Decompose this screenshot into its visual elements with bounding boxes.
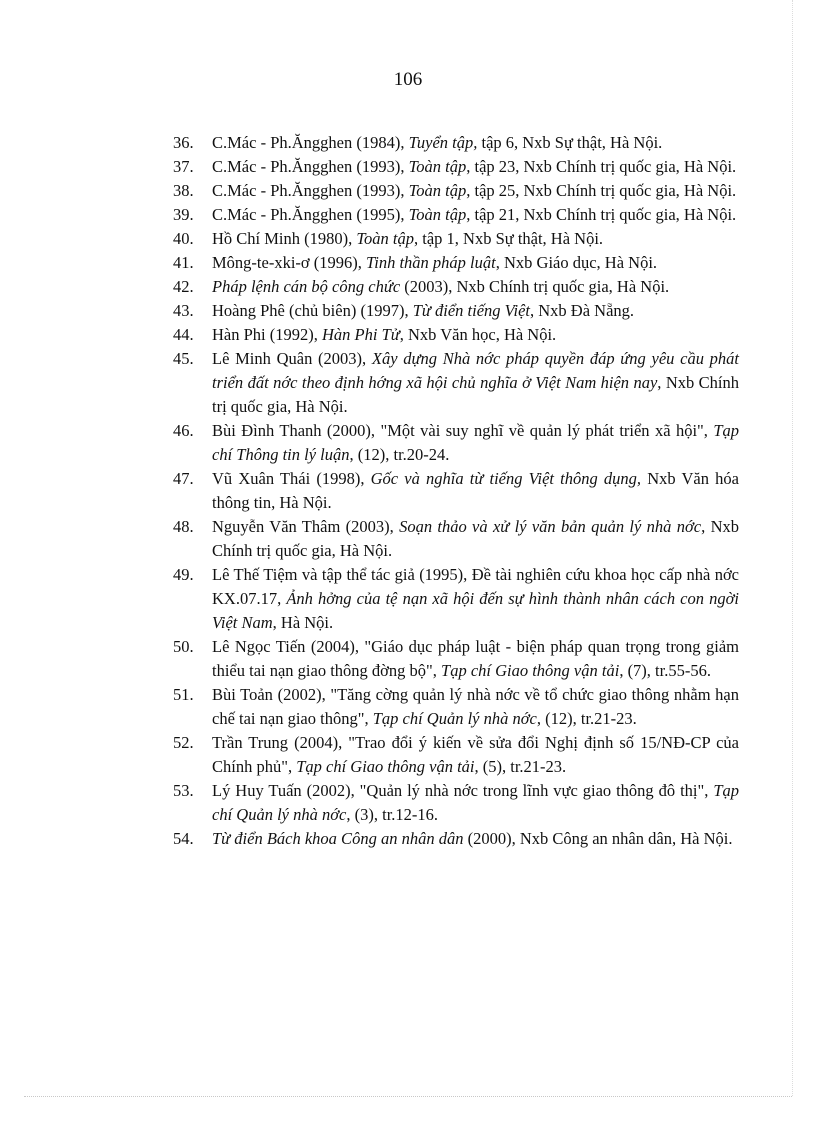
reference-text: Nxb Văn hóa thông tin, Hà Nội. xyxy=(212,469,739,512)
reference-title: Từ điển tiếng Việt xyxy=(412,301,530,320)
reference-item xyxy=(134,227,739,251)
reference-number: 37. xyxy=(173,157,194,176)
reference-text: Bùi Toản (2002), "Tăng cờng quản lý nhà nớc về tổ chức giao thông nhằm hạn chế tai nạn giao thông", xyxy=(212,685,739,728)
reference-item xyxy=(134,635,739,683)
reference-number: 44. xyxy=(173,325,194,344)
reference-item xyxy=(134,131,739,155)
reference-text: , Hà Nội. xyxy=(272,613,334,632)
reference-number: 43. xyxy=(173,301,194,320)
reference-text: , Nxb Văn học, Hà Nội. xyxy=(399,325,557,344)
reference-item xyxy=(134,683,739,731)
reference-number: 46. xyxy=(173,421,194,440)
reference-text: , tập 25, Nxb Chính trị quốc gia, Hà Nội. xyxy=(466,181,737,200)
reference-text: Mông-te-xki-ơ (1996), xyxy=(212,253,366,272)
reference-item xyxy=(134,203,739,227)
reference-number: 49. xyxy=(173,565,194,584)
reference-title: Ảnh hởng của tệ nạn xã hội đến sự hình thành nhân cách con ngời Việt Nam xyxy=(212,589,739,632)
reference-item xyxy=(134,299,739,323)
reference-text: Trần Trung (2004), "Trao đổi ý kiến về sửa đổi Nghị định số 15/NĐ-CP của Chính phủ", xyxy=(212,733,739,776)
reference-text: tập 6, Nxb Sự thật, Hà Nội. xyxy=(477,133,663,152)
reference-text: , (12), tr.20-24. xyxy=(349,445,450,464)
reference-text: , (7), tr.55-56. xyxy=(619,661,711,680)
reference-title: Tuyển tập, xyxy=(408,133,478,152)
reference-item xyxy=(134,515,739,563)
reference-title: Xây dựng Nhà nớc pháp quyền đáp ứng yêu cầu phát triển đất nớc theo định hớng xã hội chủ nghĩa ở Việt Nam hiện nay xyxy=(212,349,739,392)
reference-text: Lê Thế Tiệm và tập thể tác giả (1995), Đề tài nghiên cứu khoa học cấp nhà nớc KX.07.17, xyxy=(212,565,739,608)
reference-text: , Nxb Chính trị quốc gia, Hà Nội. xyxy=(212,517,739,560)
reference-list xyxy=(134,131,739,851)
reference-number: 36. xyxy=(173,133,194,152)
reference-number: 45. xyxy=(173,349,194,368)
reference-item xyxy=(134,827,739,851)
reference-number: 53. xyxy=(173,781,194,800)
reference-title: Tạp chí Giao thông vận tải xyxy=(296,757,475,776)
reference-text: Lê Minh Quân (2003), xyxy=(212,349,372,368)
reference-item xyxy=(134,779,739,827)
reference-item xyxy=(134,563,739,635)
reference-number: 51. xyxy=(173,685,194,704)
reference-text: (2003), Nxb Chính trị quốc gia, Hà Nội. xyxy=(400,277,670,296)
reference-text: , (3), tr.12-16. xyxy=(346,805,439,824)
reference-text: Hoàng Phê (chủ biên) (1997), xyxy=(212,301,413,320)
reference-title: Gốc và nghĩa từ tiếng Việt thông dụng, xyxy=(370,469,642,488)
reference-title: Tạp chí Quản lý nhà nớc xyxy=(372,709,537,728)
reference-title: Hàn Phi Tử xyxy=(322,325,400,344)
reference-number: 41. xyxy=(173,253,194,272)
reference-text: Nguyễn Văn Thâm (2003), xyxy=(212,517,400,536)
reference-text: , Nxb Đà Nẵng. xyxy=(530,301,635,320)
reference-text: , Nxb Chính trị quốc gia, Hà Nội. xyxy=(212,373,739,416)
page-side-divider xyxy=(792,0,793,1096)
reference-title: Toàn tập xyxy=(356,229,414,248)
reference-text: C.Mác - Ph.Ăngghen (1984), xyxy=(212,133,409,152)
reference-title: Toàn tập xyxy=(408,205,467,224)
page-number: 106 xyxy=(393,69,423,90)
reference-number: 52. xyxy=(173,733,194,752)
reference-text: , tập 1, Nxb Sự thật, Hà Nội. xyxy=(414,229,604,248)
reference-text: C.Mác - Ph.Ăngghen (1993), xyxy=(212,157,409,176)
reference-text: , (12), tr.21-23. xyxy=(536,709,637,728)
reference-text: Lý Huy Tuấn (2002), "Quản lý nhà nớc trong lĩnh vực giao thông đô thị", xyxy=(212,781,714,800)
reference-title: Từ điển Bách khoa Công an nhân dân xyxy=(212,829,464,848)
reference-title: Tạp chí Quản lý nhà nớc xyxy=(212,781,739,824)
reference-text: , tập 23, Nxb Chính trị quốc gia, Hà Nội. xyxy=(466,157,737,176)
reference-text: Vũ Xuân Thái (1998), xyxy=(212,469,371,488)
reference-title: Pháp lệnh cán bộ công chức xyxy=(212,277,401,296)
reference-item xyxy=(134,155,739,179)
reference-item xyxy=(134,323,739,347)
reference-number: 47. xyxy=(173,469,194,488)
reference-item xyxy=(134,251,739,275)
reference-item xyxy=(134,731,739,779)
reference-text: , tập 21, Nxb Chính trị quốc gia, Hà Nội. xyxy=(466,205,737,224)
reference-number: 40. xyxy=(173,229,194,248)
reference-text: Hồ Chí Minh (1980), xyxy=(212,229,357,248)
reference-number: 48. xyxy=(173,517,194,536)
page-bottom-divider xyxy=(24,1096,792,1097)
reference-text: Hàn Phi (1992), xyxy=(212,325,322,344)
reference-text: , Nxb Giáo dục, Hà Nội. xyxy=(495,253,658,272)
reference-text: Lê Ngọc Tiến (2004), "Giáo dục pháp luật - biện pháp quan trọng trong giảm thiểu tai nạn giao thông đờng bộ", xyxy=(212,637,739,680)
reference-item xyxy=(134,347,739,419)
reference-text: , (5), tr.21-23. xyxy=(474,757,567,776)
reference-title: Toàn tập xyxy=(408,157,467,176)
reference-number: 39. xyxy=(173,205,194,224)
reference-number: 54. xyxy=(173,829,194,848)
reference-number: 50. xyxy=(173,637,194,656)
reference-title: Toàn tập xyxy=(408,181,467,200)
reference-title: Tạp chí Giao thông vận tải xyxy=(441,661,620,680)
reference-item xyxy=(134,179,739,203)
reference-text: (2000), Nxb Công an nhân dân, Hà Nội. xyxy=(463,829,733,848)
reference-number: 38. xyxy=(173,181,194,200)
reference-title: Tạp chí Thông tin lý luận xyxy=(212,421,739,464)
reference-title: Tinh thần pháp luật xyxy=(366,253,496,272)
reference-item xyxy=(134,275,739,299)
reference-text: Bùi Đình Thanh (2000), "Một vài suy nghĩ về quản lý phát triển xã hội", xyxy=(212,421,714,440)
reference-item xyxy=(134,467,739,515)
reference-number: 42. xyxy=(173,277,194,296)
reference-text: C.Mác - Ph.Ăngghen (1995), xyxy=(212,205,409,224)
reference-text: C.Mác - Ph.Ăngghen (1993), xyxy=(212,181,409,200)
reference-item xyxy=(134,419,739,467)
reference-title: Soạn thảo và xử lý văn bản quản lý nhà nớc xyxy=(399,517,702,536)
